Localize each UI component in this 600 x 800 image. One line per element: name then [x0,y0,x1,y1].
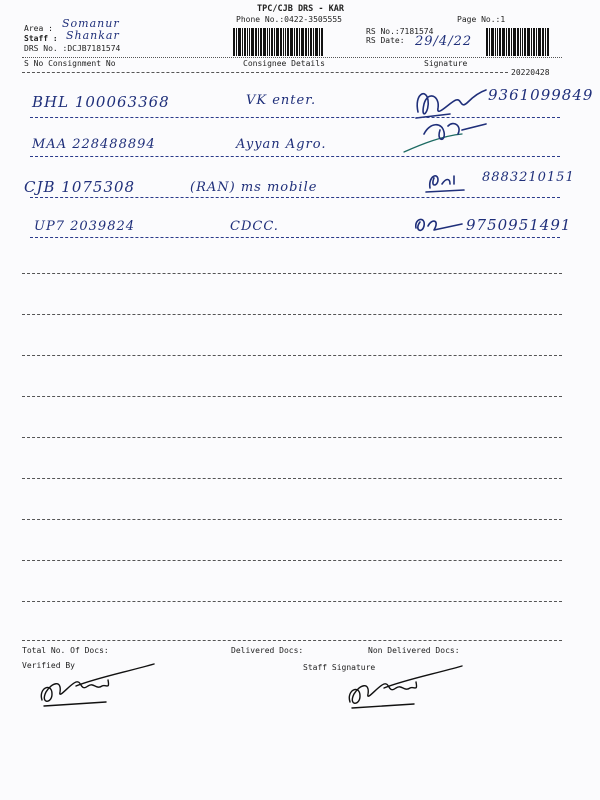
column-consignee-details: Consignee Details [243,59,325,68]
rs-date-value: 29/4/22 [415,34,473,49]
page-number: Page No.:1 [457,15,506,24]
footer-divider [22,640,562,641]
header-divider-bottom [22,72,508,73]
entry-4-rule [30,237,560,238]
entry-3-consignee: (RAN) ms mobile [190,180,318,195]
sheet-title: TPC/CJB DRS - KAR [257,4,344,14]
header-divider-top [22,57,562,58]
row-rule [22,314,562,315]
column-signature: Signature [424,59,468,68]
area-value: Somanur [62,17,120,30]
delivered-docs-label: Delivered Docs: [231,646,304,655]
entry-1-consignee: VK enter. [246,93,317,108]
entry-3-signature [424,168,484,196]
entry-2-consignee: Ayyan Agro. [236,137,327,152]
row-rule [22,437,562,438]
staff-signature [344,662,474,714]
entry-3-consignment: CJB 1075308 [24,178,136,196]
entry-1-phone: 9361099849 [488,86,594,104]
row-rule [22,273,562,274]
entry-4-consignment: UP7 2039824 [34,219,136,234]
entry-1-consignment: BHL 100063368 [32,93,170,111]
barcode-1 [233,28,345,56]
row-rule [22,396,562,397]
entry-4-consignee: CDCC. [230,219,279,234]
entry-4-phone: 9750951491 [466,216,572,234]
entry-1-mark [402,116,492,156]
rs-number: RS No.:7181574 [366,27,434,36]
entry-1-rule [30,117,560,118]
staff-signature-label: Staff Signature [303,663,376,672]
row-rule [22,560,562,561]
rs-date-label: RS Date: [366,36,405,45]
verified-by-label: Verified By [22,661,75,670]
entry-3-phone: 8883210151 [482,170,575,185]
entry-4-signature [412,212,472,238]
entry-2-rule [30,156,560,157]
column-sno-consignment: S No Consignment No [24,59,116,68]
barcode-2 [486,28,566,56]
row-rule [22,601,562,602]
area-label: Area : [24,24,53,33]
phone-number: Phone No.:0422-3505555 [236,15,342,24]
staff-value: Shankar [66,29,120,42]
row-rule [22,478,562,479]
staff-label: Staff : [24,34,58,43]
row-rule [22,519,562,520]
non-delivered-docs-label: Non Delivered Docs: [368,646,460,655]
entry-3-rule [30,197,560,198]
verified-by-signature [36,660,166,712]
entry-2-consignment: MAA 228488894 [32,137,156,152]
total-docs-label: Total No. Of Docs: [22,646,109,655]
row-rule [22,355,562,356]
drs-number: DRS No. :DCJB7181574 [24,44,121,53]
date-code: 20220428 [511,68,550,77]
